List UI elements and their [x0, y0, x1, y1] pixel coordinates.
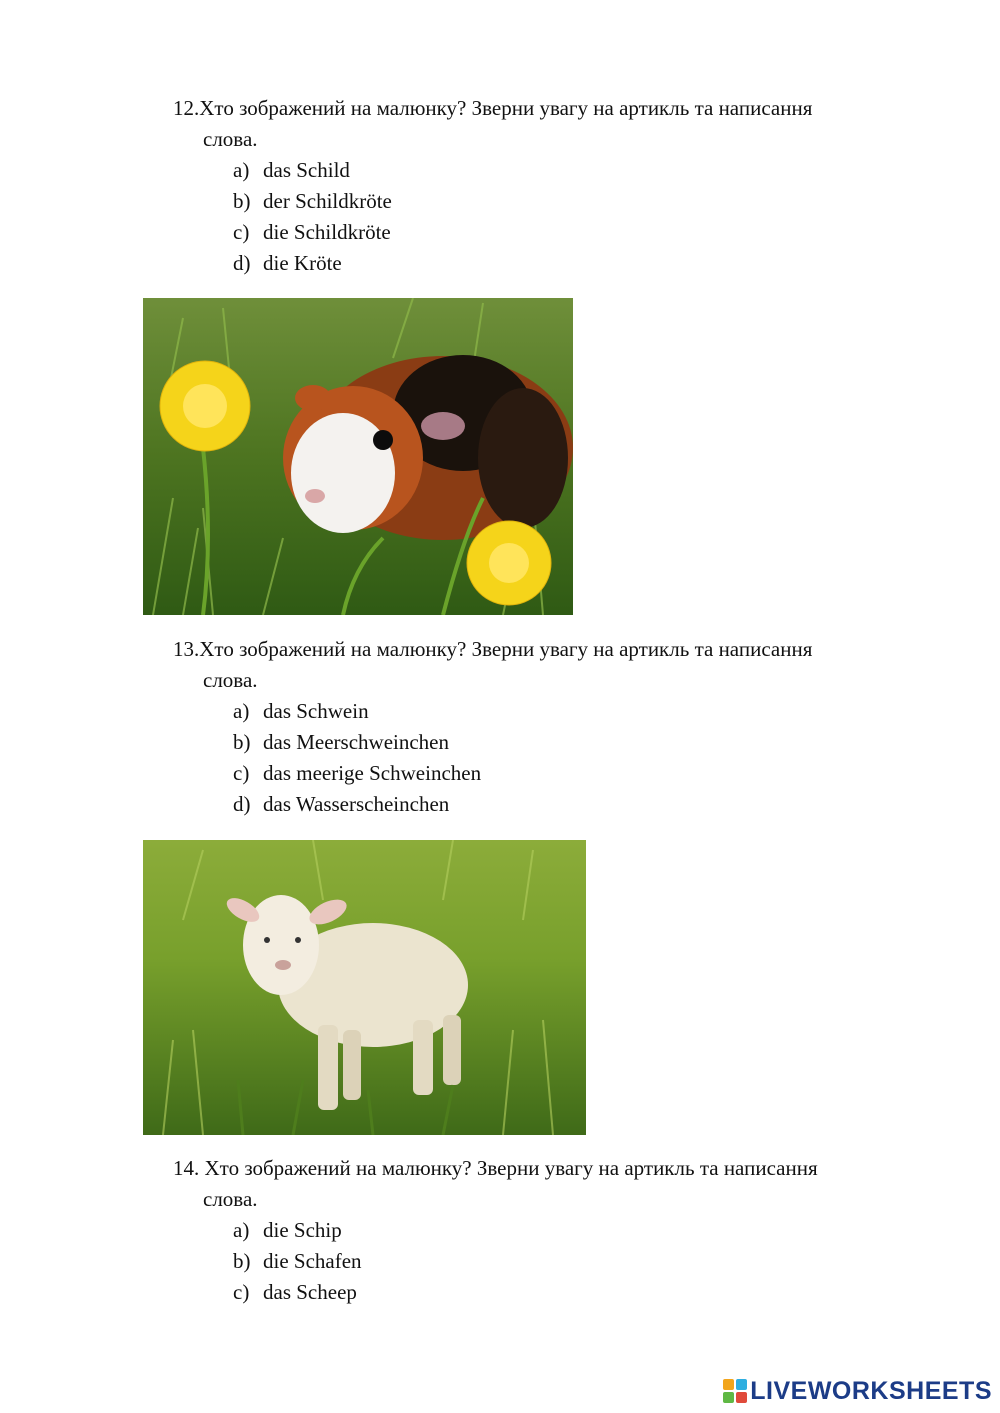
lamb-photo — [143, 840, 586, 1135]
option-letter: c) — [233, 1280, 250, 1304]
answer-option[interactable] — [233, 248, 913, 279]
question-12 — [173, 93, 913, 279]
option-text: das meerige Schweinchen — [263, 761, 482, 785]
brand-name: LIVEWORKSHEETS — [750, 1376, 992, 1405]
question-14 — [173, 1153, 913, 1308]
option-text: das Meerschweinchen — [263, 730, 450, 754]
answer-option[interactable] — [233, 1277, 913, 1308]
answer-option[interactable] — [233, 758, 913, 789]
question-13 — [173, 634, 913, 820]
answer-option[interactable] — [233, 727, 913, 758]
option-letter: d) — [233, 251, 251, 275]
option-text: die Schip — [263, 1218, 342, 1242]
option-text: das Scheep — [263, 1280, 357, 1304]
answer-option[interactable] — [233, 789, 913, 820]
question-text-continued: слова. — [203, 127, 258, 151]
option-letter: c) — [233, 761, 250, 785]
option-letter: b) — [233, 730, 251, 754]
option-text: das Schild — [263, 158, 350, 182]
answer-option[interactable] — [233, 696, 913, 727]
answer-option[interactable] — [233, 155, 913, 186]
question-text-continued: слова. — [203, 1187, 258, 1211]
option-letter: b) — [233, 189, 251, 213]
option-text: die Schildkröte — [263, 220, 391, 244]
answer-option[interactable] — [233, 186, 913, 217]
answer-options — [173, 696, 913, 820]
question-text: Хто зображений на малюнку? Зверни увагу на артикль та написання — [199, 637, 813, 661]
option-letter: d) — [233, 792, 251, 816]
answer-options — [173, 1215, 913, 1308]
question-number: 14. — [173, 1156, 205, 1180]
option-text: das Schwein — [263, 699, 369, 723]
option-text: die Schafen — [263, 1249, 362, 1273]
question-number: 12. — [173, 96, 200, 120]
answer-option[interactable] — [233, 1215, 913, 1246]
option-text: die Kröte — [263, 251, 342, 275]
answer-options — [173, 155, 913, 279]
option-letter: a) — [233, 699, 250, 723]
option-letter: a) — [233, 158, 250, 182]
question-text-continued: слова. — [203, 668, 258, 692]
answer-option[interactable] — [233, 1246, 913, 1277]
answer-option[interactable] — [233, 217, 913, 248]
guinea-pig-photo — [143, 298, 573, 615]
question-text: Хто зображений на малюнку? Зверни увагу на артикль та написання — [199, 96, 813, 120]
liveworksheets-logo[interactable] — [723, 1375, 992, 1407]
option-text: der Schildkröte — [263, 189, 392, 213]
option-text: das Wasserscheinchen — [263, 792, 450, 816]
question-text: Хто зображений на малюнку? Зверни увагу на артикль та написання — [204, 1156, 818, 1180]
question-number: 13. — [173, 637, 200, 661]
option-letter: b) — [233, 1249, 251, 1273]
option-letter: c) — [233, 220, 250, 244]
brand-logo-icon — [723, 1379, 747, 1403]
option-letter: a) — [233, 1218, 250, 1242]
